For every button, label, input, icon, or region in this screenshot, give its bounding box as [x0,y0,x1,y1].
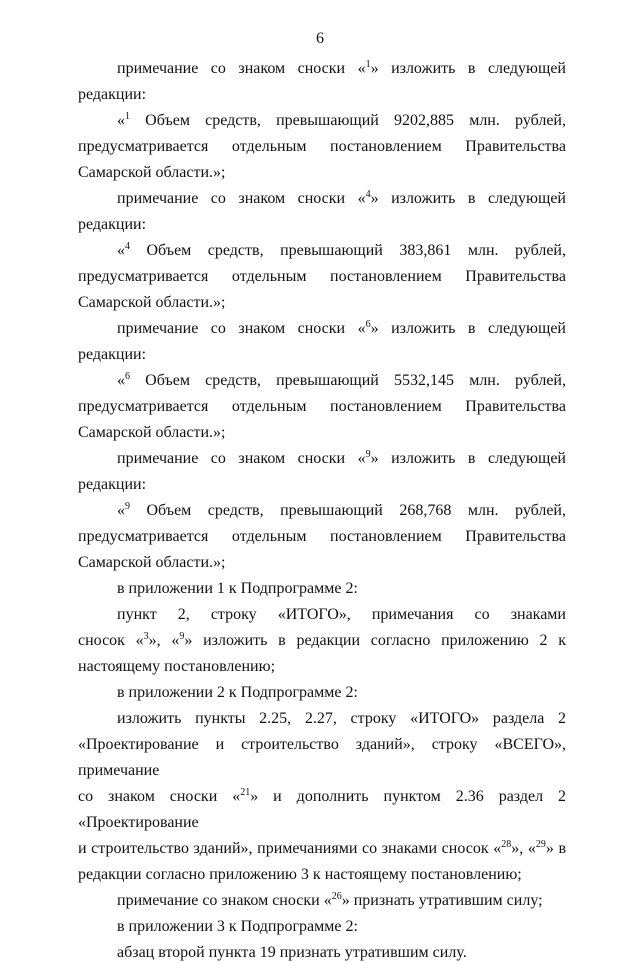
quote-line: Самарской области.»; [78,554,226,571]
text: « [117,112,125,129]
quote-note-4-cont [78,264,566,316]
quote-note-6 [78,368,566,394]
text: « [117,242,125,259]
text: » изложить в следующей редакции: [78,190,566,233]
footnote-mark: 4 [125,241,130,252]
paragraph-item-19: абзац второй пункта 19 признать утратившим силу. [117,944,467,961]
footnote-mark: 9 [125,501,130,512]
text-line [78,784,566,836]
text-line: «Проектирование и строительство зданий», строку «ВСЕГО», примечание [78,736,566,779]
text: », « [148,632,180,649]
footnote-mark: 3 [143,631,149,642]
footnote-mark: 26 [331,891,342,902]
paragraph-item-2-cont [78,628,566,680]
page-number: 6 [316,30,324,47]
text: примечание со знаком сноски « [117,190,366,207]
quote-note-9-cont [78,524,566,576]
quote-line: предусматривается отдельным постановлением Правительства [78,398,566,415]
quote-line: предусматривается отдельным постановлением Правительства [78,528,566,545]
text: » изложить в следующей редакции: [78,450,566,493]
text: », « [511,840,536,857]
paragraph-note-1 [78,56,566,108]
footnote-mark: 29 [535,839,546,850]
quote-note-1-cont [78,134,566,186]
paragraph-appendix-3: в приложении 3 к Подпрограмме 2: [117,918,358,935]
footnote-mark: 9 [179,631,185,642]
text: « [117,502,125,519]
footnote-mark: 9 [365,449,371,460]
text: Объем средств, превышающий 5532,145 млн. рублей, [130,372,566,389]
text-line: изложить пункты 2.25, 2.27, строку «ИТОГО» раздела 2 [117,710,566,727]
paragraph-appendix-1: в приложении 1 к Подпрограмме 2: [117,580,358,597]
quote-line [78,238,566,264]
text: » изложить в следующей редакции: [78,320,566,363]
quote-line: предусматривается отдельным постановлением Правительства [78,268,566,285]
paragraph-note-9 [78,446,566,498]
text: » признать утратившим силу; [341,892,543,909]
text: со знаком сноски « [78,788,241,805]
paragraph-item-2 [78,602,566,628]
quote-line: предусматривается отдельным постановлением Правительства [78,138,566,155]
footnote-mark: 6 [125,371,130,382]
quote-note-4 [78,238,566,264]
text: « [117,372,125,389]
text: и строительство зданий», примечаниями со знаками сносок « [78,840,502,857]
quote-note-1 [78,108,566,134]
text: Объем средств, превышающий 268,768 млн. рублей, [130,502,566,519]
text: примечание со знаком сноски « [117,60,366,77]
quote-line [78,108,566,134]
text-line [78,836,566,862]
text: примечание со знаком сноски « [117,320,366,337]
text: примечание со знаком сноски « [117,892,332,909]
footnote-mark: 28 [501,839,512,850]
text: Объем средств, превышающий 383,861 млн. рублей, [130,242,566,259]
paragraph-appendix-2: в приложении 2 к Подпрограмме 2: [117,684,358,701]
quote-line: Самарской области.»; [78,294,226,311]
paragraph-note-26 [78,888,566,914]
footnote-mark: 1 [365,59,371,70]
paragraph-note-6 [78,316,566,368]
text: Объем средств, превышающий 9202,885 млн. рублей, [130,112,566,129]
quote-note-6-cont [78,394,566,446]
text-line: пункт 2, строку «ИТОГО», примечания со знаками [117,606,566,623]
document-body [78,56,566,966]
paragraph-items-2-25-cont [78,732,566,888]
footnote-mark: 1 [125,111,130,122]
text: » изложить в редакции согласно приложению 2 к [184,632,567,649]
quote-line [78,368,566,394]
footnote-mark: 4 [365,189,371,200]
quote-note-9 [78,498,566,524]
text: » изложить в следующей редакции: [78,60,566,103]
paragraph-note-4 [78,186,566,238]
text-line: настоящему постановлению; [78,658,276,675]
footnote-mark: 6 [365,319,371,330]
paragraph-items-2-25 [78,706,566,732]
quote-line: Самарской области.»; [78,424,226,441]
footnote-mark: 21 [240,787,251,798]
text: » в [545,840,567,857]
text: примечание со знаком сноски « [117,450,366,467]
text-line: редакции согласно приложению 3 к настоящему постановлению; [78,866,522,883]
quote-line: Самарской области.»; [78,164,226,181]
text: сносок « [78,632,144,649]
text-line [78,628,566,654]
quote-line [78,498,566,524]
text: » и дополнить пунктом 2.36 раздел 2 «Проектирование [78,788,566,831]
